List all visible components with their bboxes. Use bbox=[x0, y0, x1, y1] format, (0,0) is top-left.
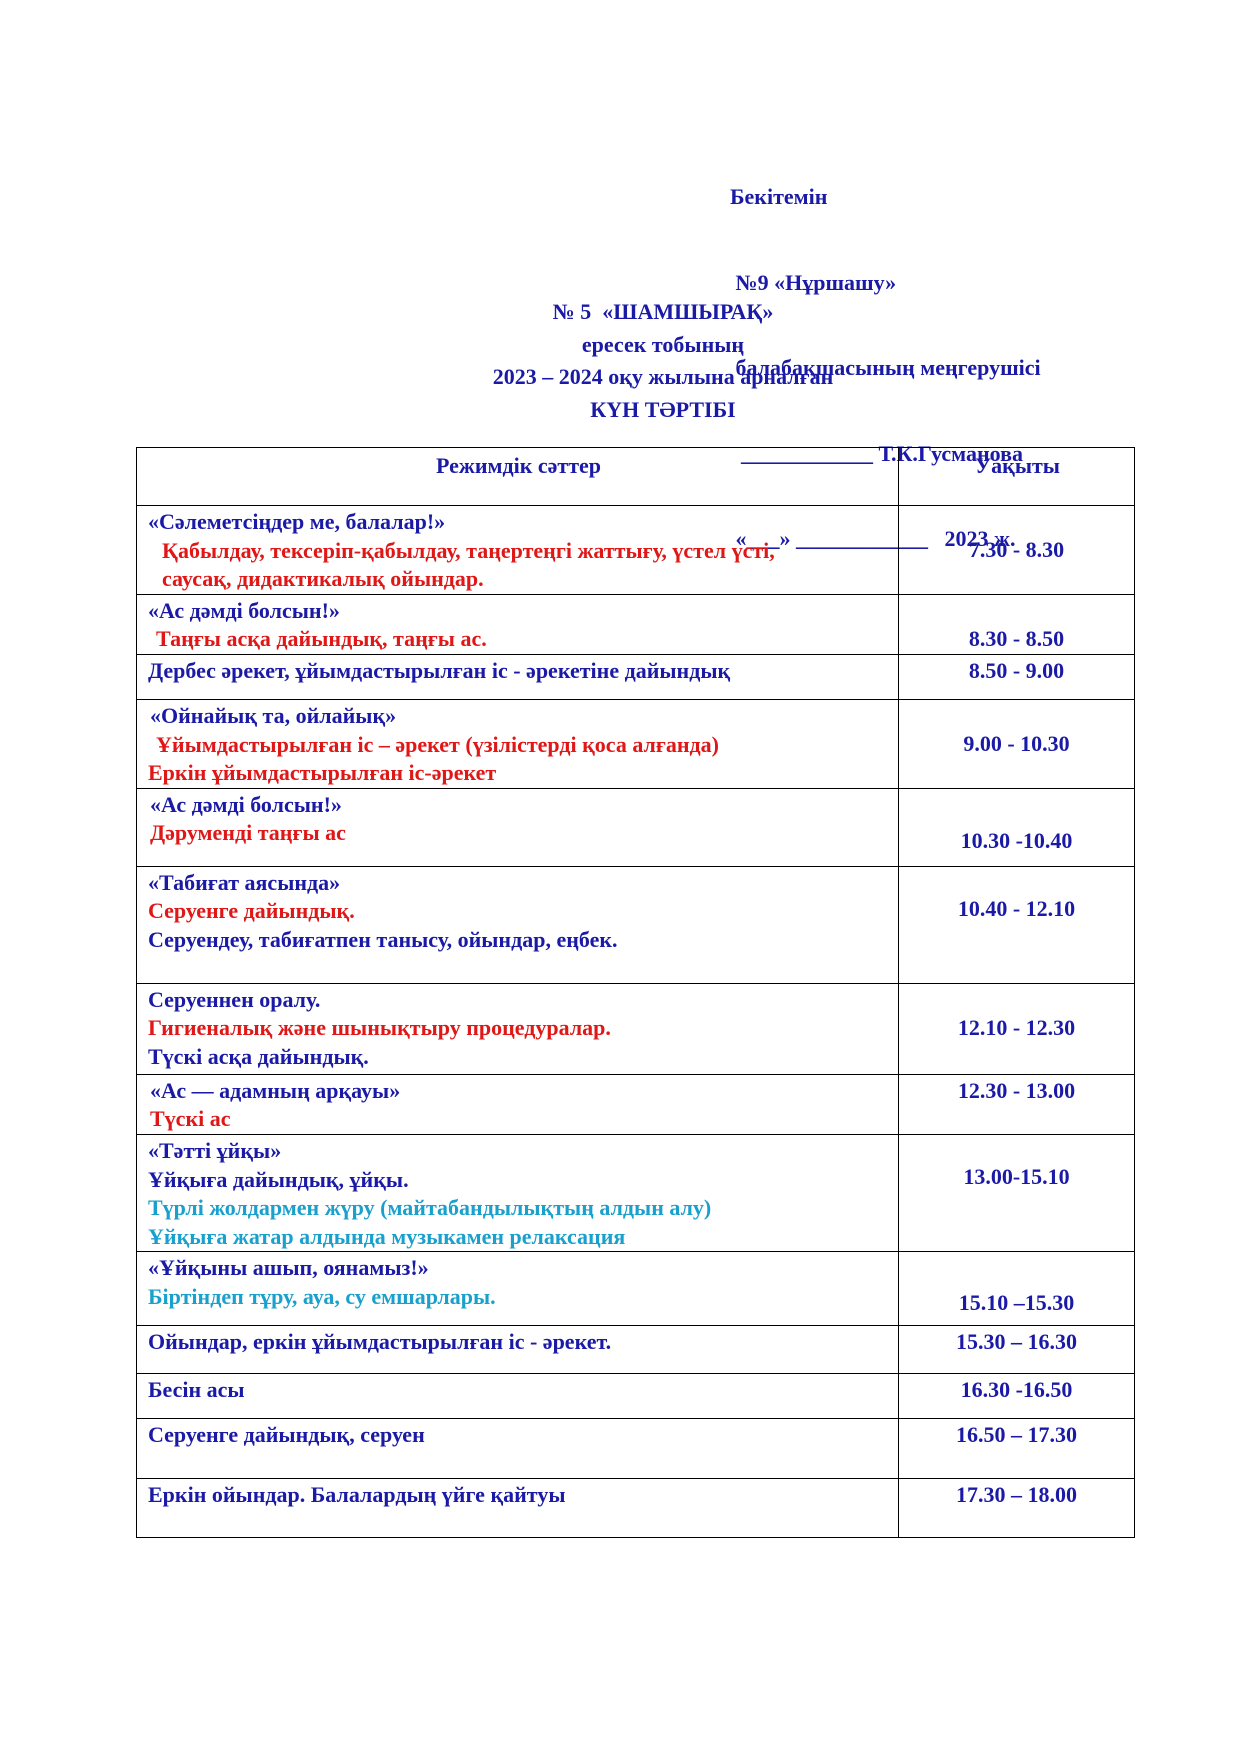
time-cell: 16.50 – 17.30 bbox=[899, 1419, 1135, 1479]
activity-line: Серуенге дайындық, серуен bbox=[148, 1422, 425, 1448]
activity-line: Ұйқыға дайындық, ұйқы. bbox=[148, 1166, 409, 1192]
approval-line: балабақшасының меңгерушісі bbox=[730, 355, 1041, 380]
time-cell: 17.30 – 18.00 bbox=[899, 1479, 1135, 1538]
table-row bbox=[137, 983, 1135, 1074]
time-cell: 10.30 -10.40 bbox=[899, 788, 1135, 866]
activity-title: «Табиғат аясында» bbox=[148, 869, 341, 895]
activity-cell bbox=[137, 1419, 899, 1479]
time-cell: 8.50 - 9.00 bbox=[899, 654, 1135, 699]
approval-line: Бекітемін bbox=[730, 184, 828, 209]
activity-line: Гигиеналық және шынықтыру процедуралар. bbox=[148, 1015, 611, 1041]
activity-title: «Ұйқыны ашып, оянамыз!» bbox=[148, 1255, 429, 1281]
table-row bbox=[137, 594, 1135, 654]
activity-cell bbox=[137, 699, 899, 788]
activity-line: Түскі ас bbox=[150, 1106, 231, 1132]
time-cell: 8.30 - 8.50 bbox=[899, 594, 1135, 654]
activity-cell bbox=[137, 1074, 899, 1134]
table-row bbox=[137, 506, 1135, 595]
activity-line: Ойындар, еркін ұйымдастырылған іс - әрекет. bbox=[148, 1329, 612, 1355]
table-row bbox=[137, 699, 1135, 788]
table-row bbox=[137, 1074, 1135, 1134]
activity-line: Біртіндеп тұру, ауа, су емшарлары. bbox=[148, 1283, 496, 1309]
table-header-row bbox=[137, 448, 1135, 506]
time-cell: 9.00 - 10.30 bbox=[899, 699, 1135, 788]
table-row bbox=[137, 654, 1135, 699]
activity-line: саусақ, дидактикалық ойындар. bbox=[162, 566, 484, 592]
time-cell: 10.40 - 12.10 bbox=[899, 866, 1135, 983]
activity-line: Серуенге дайындық. bbox=[148, 898, 355, 924]
time-cell: 15.10 –15.30 bbox=[899, 1252, 1135, 1326]
activity-cell bbox=[137, 1374, 899, 1419]
activity-title: Серуеннен оралу. bbox=[148, 986, 321, 1012]
activity-line: Еркін ұйымдастырылған іс-әрекет bbox=[148, 760, 497, 786]
document-heading bbox=[0, 296, 1241, 426]
activity-line: Түскі асқа дайындық. bbox=[148, 1043, 369, 1069]
activity-line: Серуендеу, табиғатпен танысу, ойындар, еңбек. bbox=[148, 926, 618, 952]
column-header-time: Уақыты bbox=[899, 448, 1135, 506]
activity-line: Бесін асы bbox=[148, 1377, 245, 1403]
activity-cell bbox=[137, 506, 899, 595]
activity-line: Таңғы асқа дайындық, таңғы ас. bbox=[156, 626, 487, 652]
time-cell: 16.30 -16.50 bbox=[899, 1374, 1135, 1419]
activity-cell bbox=[137, 1479, 899, 1538]
activity-cell bbox=[137, 1134, 899, 1251]
time-cell: 12.10 - 12.30 bbox=[899, 983, 1135, 1074]
activity-title: «Сәлеметсіңдер ме, балалар!» bbox=[148, 509, 446, 534]
activity-title: «Ас дәмді болсын!» bbox=[148, 597, 340, 623]
activity-line: Ұйымдастырылған іс – әрекет (үзілістерді қоса алғанда) bbox=[156, 731, 719, 757]
activity-cell bbox=[137, 1326, 899, 1374]
group-subtitle: ересек тобының bbox=[581, 331, 745, 357]
activity-cell bbox=[137, 654, 899, 699]
activity-line: Дербес әрекет, ұйымдастырылған іс - әрекетіне дайындық bbox=[148, 657, 731, 683]
activity-title: «Ас дәмді болсын!» bbox=[150, 791, 342, 817]
table-row bbox=[137, 1326, 1135, 1374]
activity-title: «Тәтті ұйқы» bbox=[148, 1137, 282, 1163]
table-row bbox=[137, 866, 1135, 983]
activity-line: Ұйқыға жатар алдында музыкамен релаксация bbox=[148, 1223, 626, 1249]
column-header-activity: Режимдік сәттер bbox=[137, 448, 899, 506]
academic-year: 2023 – 2024 оқу жылына арналған bbox=[492, 364, 834, 389]
activity-title: «Ойнайық та, ойлайық» bbox=[150, 702, 397, 728]
approval-line: «___» ____________ 2023 ж. bbox=[730, 526, 1016, 551]
table-row bbox=[137, 1374, 1135, 1419]
activity-title: «Ас — адамның арқауы» bbox=[150, 1077, 401, 1103]
table-row bbox=[137, 1479, 1135, 1538]
activity-cell bbox=[137, 866, 899, 983]
time-cell: 7.30 - 8.30 bbox=[899, 506, 1135, 595]
page-title: КҮН ТӘРТІБІ bbox=[590, 396, 736, 422]
activity-line: Дәрумендi таңғы ас bbox=[150, 820, 346, 846]
approval-line: №9 «Нұршашу» bbox=[730, 269, 897, 295]
time-cell: 13.00-15.10 bbox=[899, 1134, 1135, 1251]
activity-line: Еркін ойындар. Балалардың үйге қайтуы bbox=[148, 1482, 566, 1508]
time-cell: 12.30 - 13.00 bbox=[899, 1074, 1135, 1134]
activity-cell bbox=[137, 788, 899, 866]
table-row bbox=[137, 1252, 1135, 1326]
table-row bbox=[137, 788, 1135, 866]
group-title: № 5 «ШАМШЫРАҚ» bbox=[552, 299, 774, 324]
activity-cell bbox=[137, 1252, 899, 1326]
time-cell: 15.30 – 16.30 bbox=[899, 1326, 1135, 1374]
activity-cell bbox=[137, 594, 899, 654]
activity-line: Түрлі жолдармен жүру (майтабандылықтың алдын алу) bbox=[148, 1195, 712, 1221]
daily-schedule-table bbox=[136, 447, 1135, 1538]
table-row bbox=[137, 1419, 1135, 1479]
activity-line: Қабылдау, тексеріп-қабылдау, таңертеңгі жаттығу, үстел үсті, bbox=[162, 537, 775, 563]
table-row bbox=[137, 1134, 1135, 1251]
activity-cell bbox=[137, 983, 899, 1074]
approval-line: ____________ Т.К.Гусманова bbox=[730, 440, 1024, 466]
